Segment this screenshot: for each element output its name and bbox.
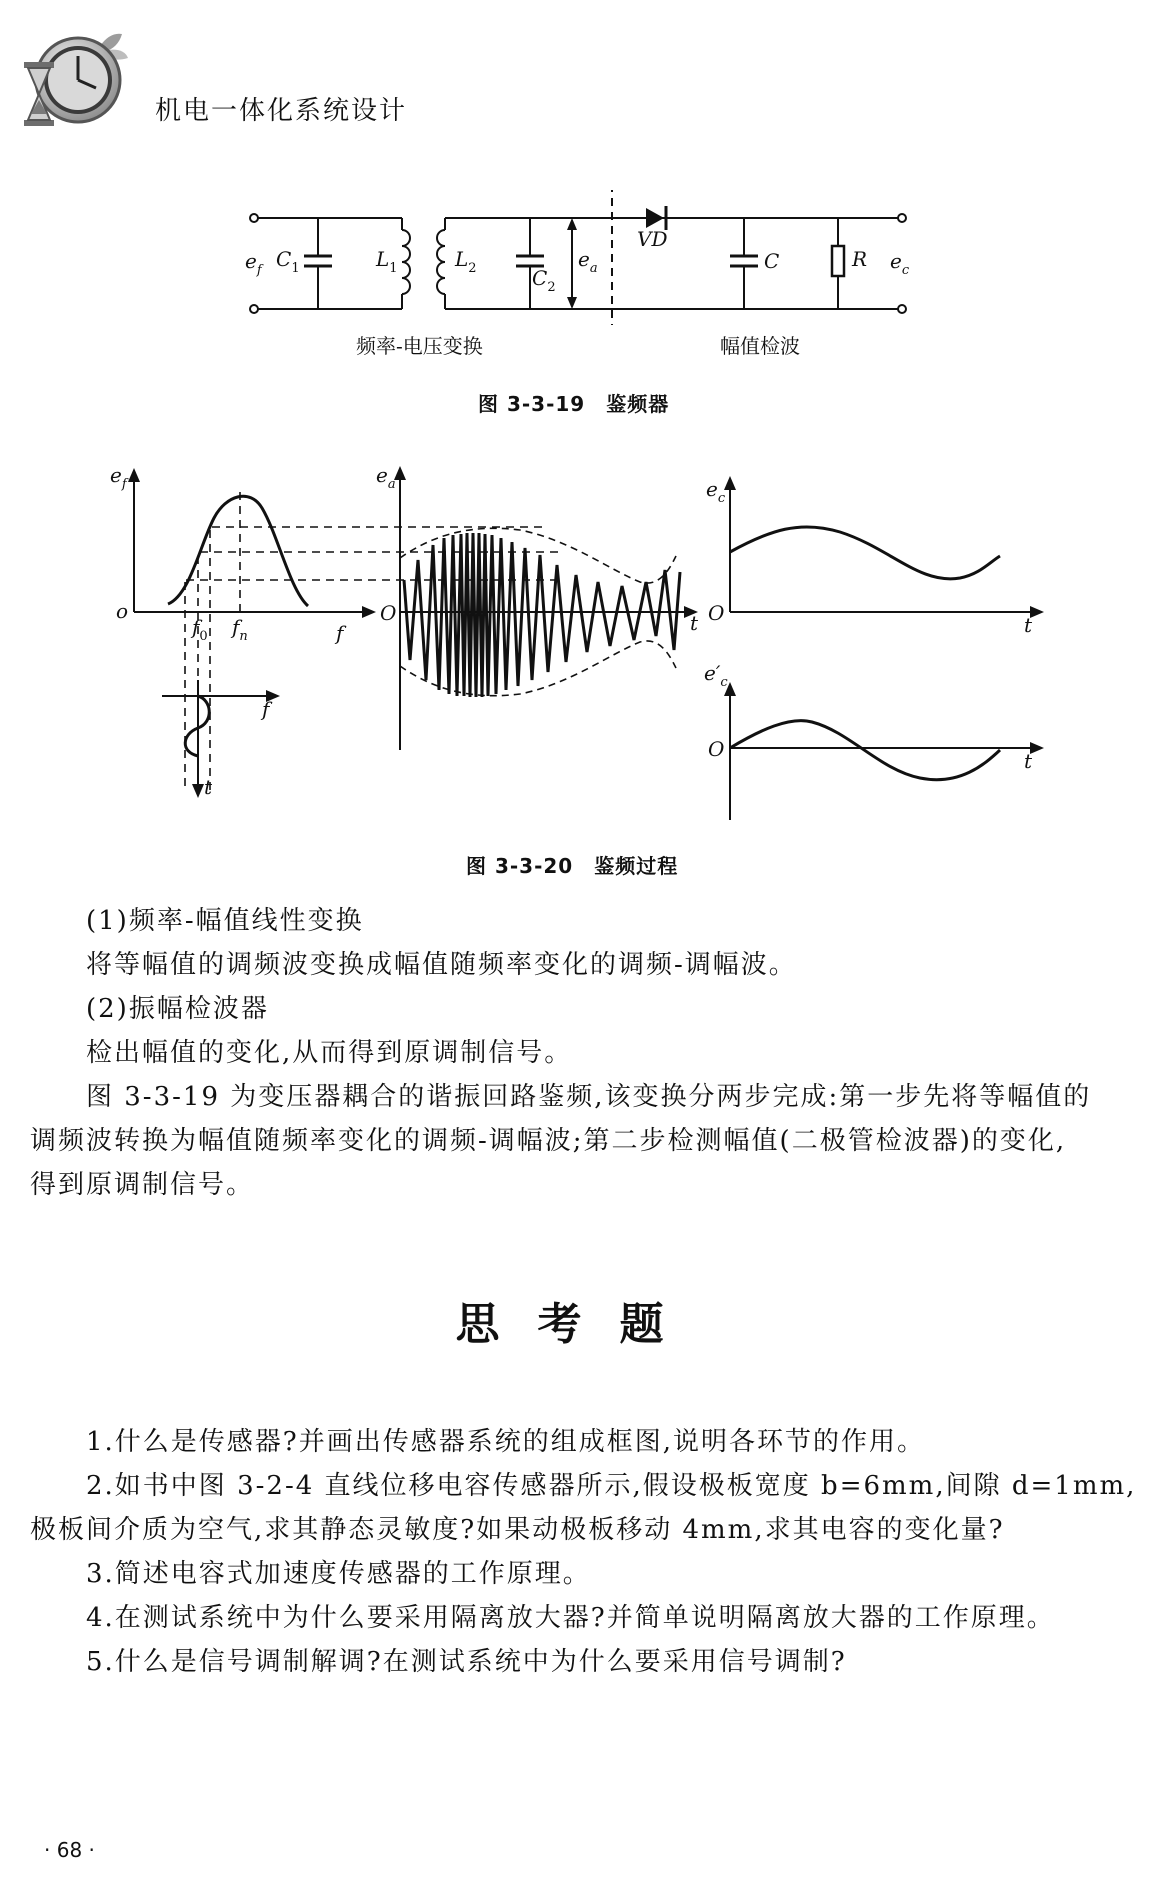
circuit-section-right: 幅值检波 [720, 334, 800, 358]
circuit-label-ec: $e_c$ [890, 249, 910, 278]
circuit-label-l1: $L_1$ [376, 247, 398, 276]
circuit-label-l2: $L_2$ [455, 247, 477, 276]
paragraph-3-line-1: 图 3-3-19 为变压器耦合的谐振回路鉴频,该变换分两步完成:第一步先将等幅值的 [86, 1082, 1092, 1112]
plot-label-ec-prime: $e'_c$ [704, 661, 728, 690]
plot-label-t-right2: t [1024, 749, 1033, 773]
paragraph-heading-2: (2)振幅检波器 [86, 994, 269, 1024]
question-3: 3.简述电容式加速度传感器的工作原理。 [86, 1559, 591, 1589]
paragraph-1: 将等幅值的调频波变换成幅值随频率变化的调频-调幅波。 [86, 950, 797, 980]
plot-label-o-right: O [708, 601, 725, 625]
figure-discrimination-process [0, 455, 1157, 835]
circuit-label-ef: $e_f$ [245, 249, 262, 278]
paragraph-3-line-3: 得到原调制信号。 [30, 1170, 255, 1200]
figure1-caption: 图 3-3-19 鉴频器 [478, 392, 670, 416]
header-logo [22, 28, 134, 132]
question-2-line-2: 极板间介质为空气,求其静态灵敏度?如果动极板移动 4mm,求其电容的变化量? [30, 1515, 1005, 1545]
circuit-section-left: 频率-电压变换 [356, 334, 483, 358]
circuit-label-c: C [764, 249, 780, 273]
circuit-label-r: R [852, 247, 868, 271]
question-1: 1.什么是传感器?并画出传感器系统的组成框图,说明各环节的作用。 [86, 1427, 926, 1457]
plot-label-o-mid: O [380, 601, 397, 625]
plot-label-ec: $e_c$ [706, 477, 726, 506]
plot-label-ef: $e_f$ [110, 463, 127, 492]
plot-label-o: o [116, 599, 129, 623]
circuit-label-vd: VD [637, 227, 668, 251]
plot-label-f-axis: f [336, 621, 344, 645]
plot-label-o-right2: O [708, 737, 725, 761]
plot-label-f-small: f [262, 697, 270, 721]
plot-label-t-small: t [204, 775, 213, 799]
circuit-label-c2: $C_2$ [532, 266, 556, 295]
page-number: · 68 · [44, 1838, 95, 1862]
fm-am-wave [404, 533, 680, 697]
circuit-label-ea: $e_a$ [578, 247, 598, 276]
plot-label-t-mid: t [690, 611, 699, 635]
figure-discriminator-circuit [0, 190, 1157, 390]
plot-label-fn: $f_n$ [232, 615, 248, 644]
paragraph-2: 检出幅值的变化,从而得到原调制信号。 [86, 1038, 573, 1068]
question-5: 5.什么是信号调制解调?在测试系统中为什么要采用信号调制? [86, 1647, 847, 1677]
plot-label-t-right: t [1024, 613, 1033, 637]
question-4: 4.在测试系统中为什么要采用隔离放大器?并简单说明隔离放大器的工作原理。 [86, 1603, 1055, 1633]
section-title: 思考题 [455, 1299, 702, 1350]
paragraph-3-line-2: 调频波转换为幅值随频率变化的调频-调幅波;第二步检测幅值(二极管检波器)的变化, [30, 1126, 1067, 1156]
paragraph-heading-1: (1)频率-幅值线性变换 [86, 906, 364, 936]
header-title: 机电一体化系统设计 [155, 96, 408, 126]
question-2-line-1: 2.如书中图 3-2-4 直线位移电容传感器所示,假设极板宽度 b=6mm,间隙 d=1mm, [86, 1471, 1137, 1501]
circuit-label-c1: $C_1$ [276, 247, 300, 276]
plot-label-ea: $e_a$ [376, 463, 396, 492]
plot-label-f0: $f_0$ [192, 615, 208, 644]
figure2-caption: 图 3-3-20 鉴频过程 [466, 854, 679, 878]
